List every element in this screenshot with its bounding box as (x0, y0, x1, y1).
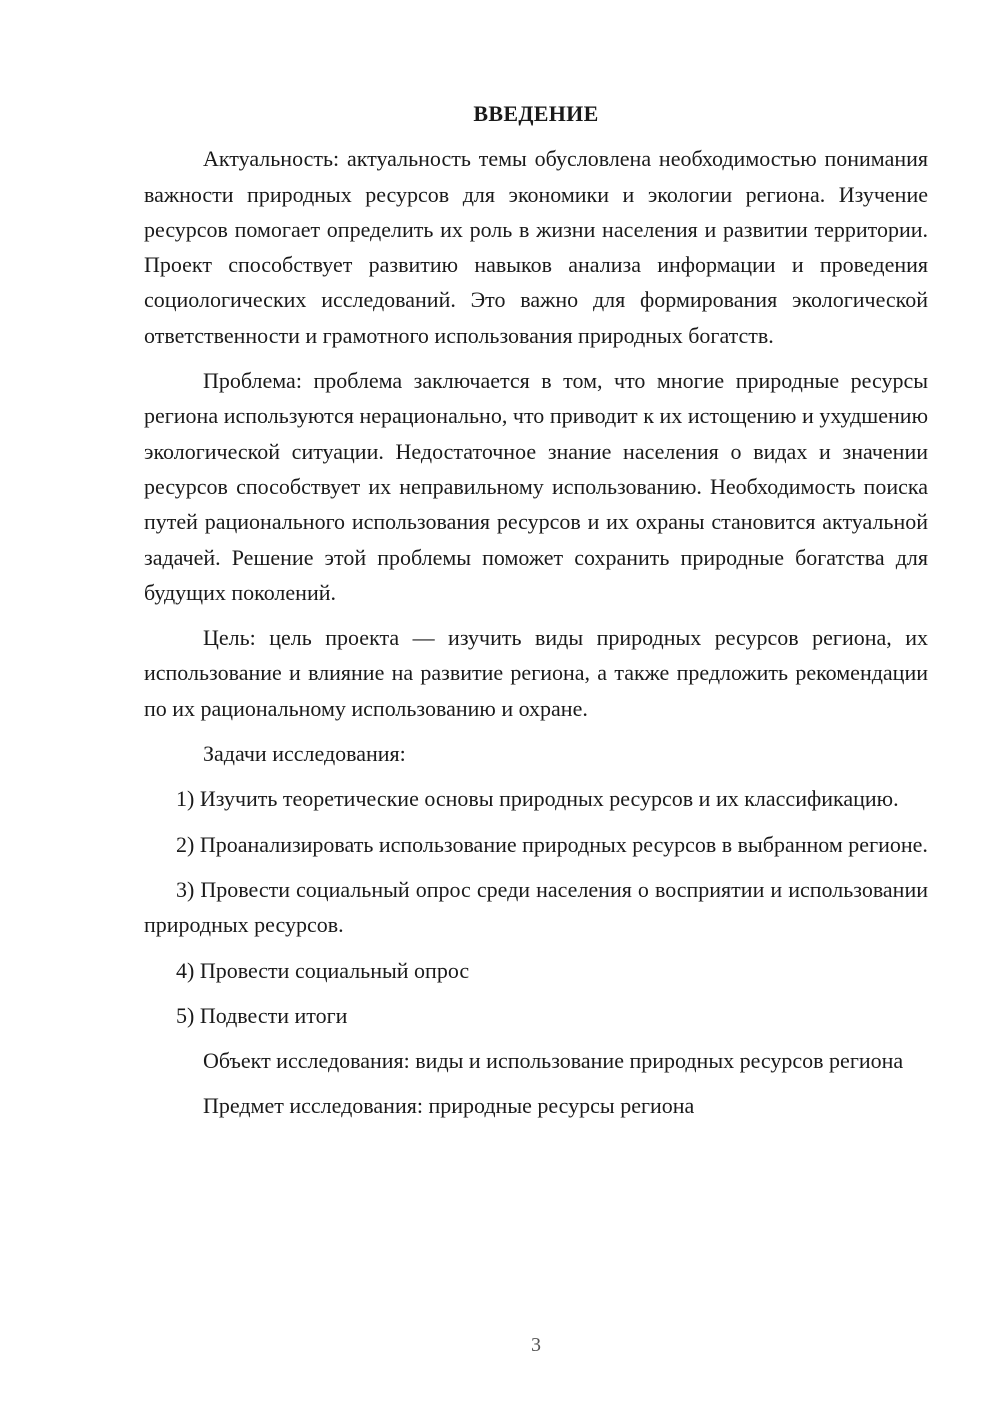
paragraph-goal: Цель: цель проекта — изучить виды природных ресурсов региона, их использование и влияние на развитие региона, а также предложить рекомендации по их рациональному использованию и охране. (144, 625, 928, 721)
tasks-heading: Задачи исследования: (203, 741, 406, 767)
paragraph-subject: Предмет исследования: природные ресурсы региона (203, 1093, 695, 1119)
page-number: 3 (531, 1334, 541, 1356)
page-title: ВВЕДЕНИЕ (473, 101, 599, 126)
paragraph-problem: Проблема: проблема заключается в том, что многие природные ресурсы региона используются нерационально, что приводит к их истощению и ухудшению экологической ситуации. Недостаточное знание населения о видах и значении ресурсов способствует их неправильному использованию. Необходимость поиска путей рационального использования ресурсов и их охраны становится актуальной задачей. Решение этой проблемы поможет сохранить природные богатства для будущих поколений. (144, 368, 928, 605)
task-item-5: 5) Подвести итоги (176, 1002, 348, 1028)
task-item-1: 1) Изучить теоретические основы природных ресурсов и их классификацию. (176, 786, 899, 812)
paragraph-object: Объект исследования: виды и использование природных ресурсов региона (203, 1048, 904, 1074)
paragraph-relevance: Актуальность: актуальность темы обусловлена необходимостью понимания важности природных ресурсов для экономики и экологии региона. Изучение ресурсов помогает определить их роль в жизни населения и развитии территории. Проект способствует развитию навыков анализа информации и проведения социологических исследований. Это важно для формирования экологической ответственности и грамотного использования природных богатств. (144, 146, 928, 348)
task-item-3: 3) Провести социальный опрос среди населения о восприятии и использовании природных ресурсов. (144, 876, 928, 938)
task-item-4: 4) Провести социальный опрос (176, 957, 470, 983)
task-item-2: 2) Проанализировать использование природных ресурсов в выбранном регионе. (176, 831, 928, 857)
document-body (144, 96, 928, 1134)
